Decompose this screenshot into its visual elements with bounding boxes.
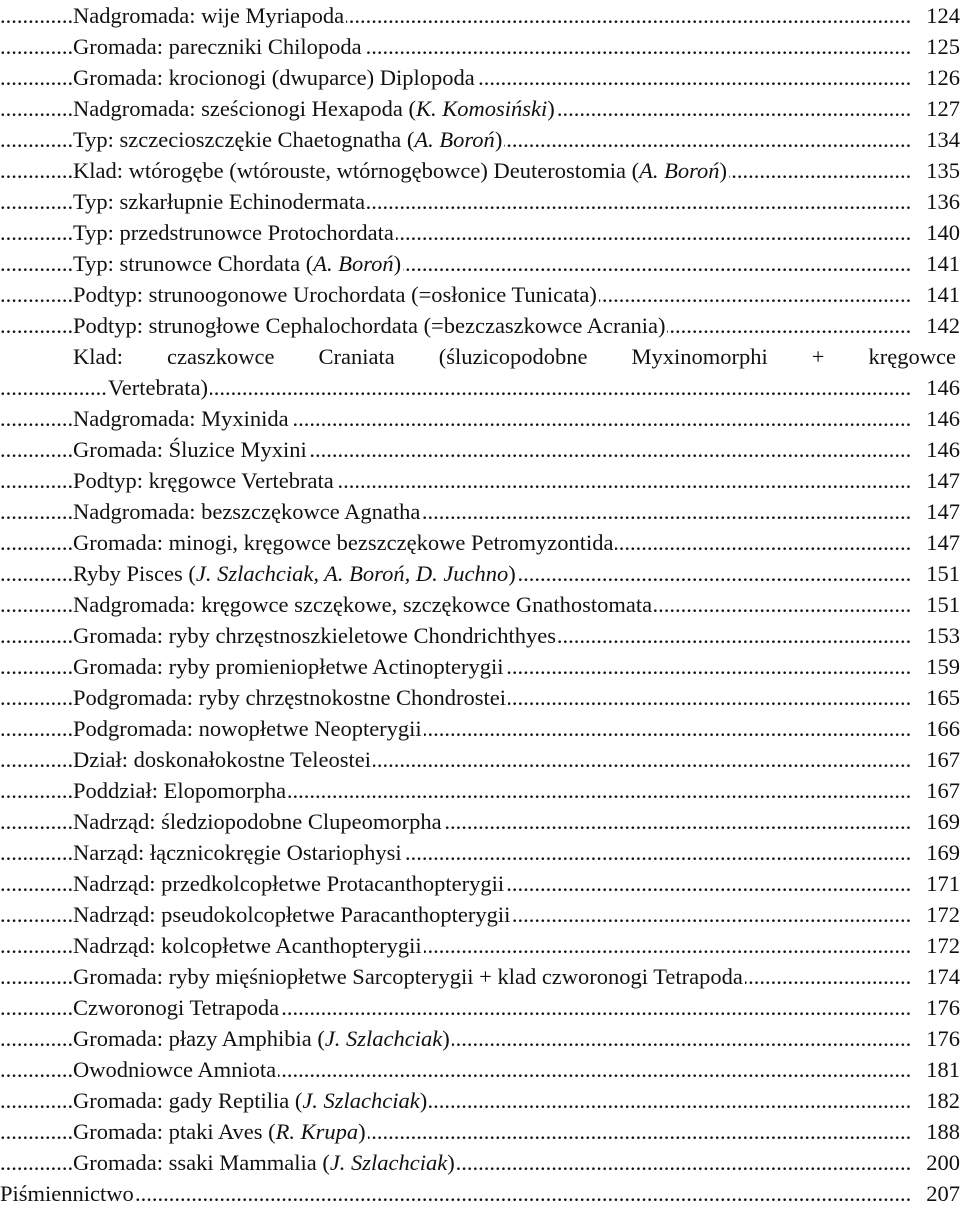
toc-entry[interactable] <box>0 558 960 589</box>
toc-entry-author: A. Boroń <box>414 127 495 152</box>
toc-entry-title <box>73 434 309 465</box>
toc-page-number: 167 <box>910 744 960 775</box>
toc-entry-author: J. Szlachciak <box>302 1088 420 1113</box>
toc-entry-title <box>73 186 367 217</box>
toc-entry-text: Podgromada: ryby chrzęstnokostne Chondrostei <box>73 685 507 710</box>
toc-entry-author: J. Szlachciak <box>329 1150 448 1175</box>
toc-entry-title <box>73 527 615 558</box>
toc-entry-text: Gromada: pareczniki Chilopoda <box>73 34 362 59</box>
toc-entry-word: Myxinomorphi <box>631 344 768 369</box>
toc-entry-title <box>73 899 512 930</box>
toc-entry-title <box>73 961 745 992</box>
toc-entry[interactable] <box>0 651 960 682</box>
toc-entry-title <box>73 155 729 186</box>
toc-page-number: 134 <box>910 124 960 155</box>
toc-entry[interactable] <box>0 868 960 899</box>
toc-entry[interactable] <box>0 713 960 744</box>
toc-entry[interactable] <box>0 806 960 837</box>
dot-leader <box>0 1178 910 1209</box>
toc-entry[interactable] <box>0 31 960 62</box>
toc-entry[interactable] <box>0 620 960 651</box>
toc-entry[interactable] <box>0 0 960 31</box>
toc-page-number: 147 <box>910 527 960 558</box>
toc-entry-title <box>73 124 504 155</box>
toc-page-number: 188 <box>910 1116 960 1147</box>
toc-entry-author: A. Boroń <box>313 251 394 276</box>
toc-entry-text: ) <box>719 158 728 183</box>
toc-entry-title <box>73 806 444 837</box>
toc-entry-title <box>73 651 506 682</box>
toc-entry-title <box>73 0 346 31</box>
toc-entry-text: ) <box>447 1150 455 1175</box>
toc-entry-title <box>0 1178 136 1209</box>
toc-page-number: 147 <box>910 465 960 496</box>
toc-entry-text: Piśmiennictwo <box>0 1181 134 1206</box>
toc-entry[interactable] <box>0 1023 960 1054</box>
toc-page-number: 140 <box>910 217 960 248</box>
toc-page-number: 151 <box>910 589 960 620</box>
toc-entry-title <box>73 1023 452 1054</box>
toc-entry-text: Podtyp: strunoogonowe Urochordata (=osłonice Tunicata) <box>73 282 597 307</box>
toc-entry-text: Gromada: ryby promieniopłetwe Actinopterygii <box>73 654 504 679</box>
toc-entry[interactable] <box>0 186 960 217</box>
toc-entry-title <box>73 1054 278 1085</box>
toc-entry[interactable] <box>0 899 960 930</box>
toc-entry-text: Nadgromada: wije Myriapoda <box>73 3 345 28</box>
toc-entry-title <box>73 682 508 713</box>
toc-entry-title <box>73 217 396 248</box>
toc-entry-title <box>73 62 477 93</box>
toc-entry[interactable] <box>0 124 960 155</box>
toc-page-number: 182 <box>910 1085 960 1116</box>
toc-page-number: 181 <box>910 1054 960 1085</box>
toc-entry[interactable] <box>0 682 960 713</box>
toc-entry-title <box>73 279 599 310</box>
toc-entry-title <box>73 837 404 868</box>
toc-entry-word: (śluzicopodobne <box>438 344 588 369</box>
toc-page-number: 151 <box>910 558 960 589</box>
toc-entry-title <box>73 775 288 806</box>
toc-entry[interactable] <box>0 310 960 341</box>
toc-entry-text: ) <box>442 1026 450 1051</box>
toc-entry-text: Gromada: krocionogi (dwuparce) Diplopoda <box>73 65 475 90</box>
toc-page-number: 141 <box>910 248 960 279</box>
toc-entry-title <box>108 372 210 403</box>
toc-entry-author: J. Szlachciak <box>324 1026 443 1051</box>
toc-entry[interactable] <box>0 775 960 806</box>
toc-entry-author: K. Komosiński <box>416 96 548 121</box>
toc-entry-text: Ryby Pisces ( <box>73 561 196 586</box>
toc-entry-text: Typ: strunowce Chordata ( <box>73 251 314 276</box>
toc-entry[interactable] <box>0 372 960 403</box>
toc-page-number: 207 <box>910 1178 960 1209</box>
toc-entry-text: Typ: przedstrunowce Protochordata <box>73 220 394 245</box>
toc-entry-title <box>73 558 518 589</box>
toc-entry[interactable] <box>0 527 960 558</box>
toc-entry[interactable] <box>0 961 960 992</box>
toc-entry-title <box>73 713 424 744</box>
toc-entry-text: Gromada: minogi, kręgowce bezszczękowe Petromyzontida <box>73 530 614 555</box>
toc-entry-text: Dział: doskonałokostne Teleostei <box>73 747 371 772</box>
toc-entry-title <box>73 403 291 434</box>
toc-entry[interactable] <box>0 837 960 868</box>
toc-page-number: 127 <box>910 93 960 124</box>
toc-entry-word: Craniata <box>318 344 395 369</box>
toc-page-number: 135 <box>910 155 960 186</box>
toc-entry-text: Nadgromada: bezszczękowce Agnatha <box>73 499 421 524</box>
toc-page-number: 159 <box>910 651 960 682</box>
toc-entry-text: Gromada: płazy Amphibia ( <box>73 1026 325 1051</box>
toc-page-number: 124 <box>910 0 960 31</box>
toc-entry-title <box>73 93 557 124</box>
toc-entry[interactable] <box>0 930 960 961</box>
toc-page-number: 174 <box>910 961 960 992</box>
toc-entry[interactable] <box>0 992 960 1023</box>
toc-entry-text: ) <box>419 1088 428 1113</box>
toc-entry-text: ) <box>358 1119 366 1144</box>
toc-entry-text: Nadgromada: kręgowce szczękowe, szczękowce Gnathostomata <box>73 592 653 617</box>
toc-entry-text: Podtyp: strunogłowe Cephalochordata (=bezczaszkowce Acrania) <box>73 313 666 338</box>
toc-entry-text: Vertebrata) <box>108 375 208 400</box>
toc-entry-text: Nadrząd: pseudokolcopłetwe Paracanthopterygii <box>73 902 511 927</box>
toc-entry-text: ) <box>547 96 555 121</box>
toc-entry[interactable] <box>0 217 960 248</box>
toc-entry-title <box>73 868 506 899</box>
toc-entry[interactable] <box>0 496 960 527</box>
toc-page-number: 167 <box>910 775 960 806</box>
toc-entry-text: Poddział: Elopomorpha <box>73 778 287 803</box>
toc-entry-text: ) <box>393 251 402 276</box>
toc-entry-title <box>73 992 281 1023</box>
toc-entry-line1 <box>0 341 960 372</box>
toc-page-number: 146 <box>910 434 960 465</box>
toc-entry-text: Podgromada: nowopłetwe Neopterygii <box>73 716 422 741</box>
toc-entry[interactable] <box>0 62 960 93</box>
toc-entry-author: A. Boroń <box>639 158 720 183</box>
toc-page-number: 141 <box>910 279 960 310</box>
toc-page-number: 126 <box>910 62 960 93</box>
toc-entry-title <box>73 620 558 651</box>
toc-entry[interactable] <box>0 434 960 465</box>
toc-entry[interactable] <box>0 1085 960 1116</box>
toc-entry-text: Nadgromada: Myxinida <box>73 406 289 431</box>
toc-entry-text: Typ: szkarłupnie Echinodermata <box>73 189 366 214</box>
toc-entry-text: Owodniowce Amniota <box>73 1057 277 1082</box>
toc-entry-title <box>73 465 336 496</box>
toc-entry-text: Gromada: ssaki Mammalia ( <box>73 1150 330 1175</box>
toc-entry-title <box>73 248 403 279</box>
toc-entry[interactable] <box>0 1116 960 1147</box>
toc-entry-title <box>73 589 654 620</box>
toc-entry[interactable] <box>0 248 960 279</box>
toc-page-number: 169 <box>910 806 960 837</box>
toc-entry-text: Czworonogi Tetrapoda <box>73 995 280 1020</box>
toc-entry-text: Gromada: gady Reptilia ( <box>73 1088 303 1113</box>
toc-entry-text: Podtyp: kręgowce Vertebrata <box>73 468 334 493</box>
toc-entry-word: Klad: <box>73 344 123 369</box>
toc-page-number: 176 <box>910 992 960 1023</box>
toc-page-number: 169 <box>910 837 960 868</box>
toc-page-number: 125 <box>910 31 960 62</box>
toc-entry-title <box>73 496 422 527</box>
toc-entry[interactable] <box>0 155 960 186</box>
toc-page-number: 146 <box>910 403 960 434</box>
toc-entry[interactable] <box>0 465 960 496</box>
toc-entry-text: Nadrząd: śledziopodobne Clupeomorpha <box>73 809 442 834</box>
toc-page-number: 136 <box>910 186 960 217</box>
toc-entry-text: Nadrząd: kolcopłetwe Acanthopterygii <box>73 933 422 958</box>
toc-entry-text: Klad: wtórogębe (wtórouste, wtórnogębowce) Deuterostomia ( <box>73 158 640 183</box>
toc-entry-text: Gromada: ryby chrzęstnoszkieletowe Chondrichthyes <box>73 623 556 648</box>
toc-page-number: 165 <box>910 682 960 713</box>
toc-entry[interactable] <box>0 1147 960 1178</box>
toc-entry-word: czaszkowce <box>167 344 275 369</box>
toc-entry-word: kręgowce <box>868 344 956 369</box>
toc-page-number: 166 <box>910 713 960 744</box>
toc-entry[interactable] <box>0 93 960 124</box>
toc-entry[interactable] <box>0 279 960 310</box>
toc-entry[interactable] <box>0 589 960 620</box>
toc-entry-title <box>73 1147 457 1178</box>
toc-entry[interactable] <box>0 403 960 434</box>
toc-entry-text: Nadrząd: przedkolcopłetwe Protacanthopterygii <box>73 871 505 896</box>
toc-page-number: 142 <box>910 310 960 341</box>
toc-entry-title <box>73 930 424 961</box>
toc-page-number: 153 <box>910 620 960 651</box>
toc-entry-author: R. Krupa <box>275 1119 359 1144</box>
toc-entry-text: Gromada: Śluzice Myxini <box>73 437 307 462</box>
toc-entry-text: ) <box>508 561 516 586</box>
toc-entry[interactable] <box>0 1178 960 1209</box>
toc-entry[interactable] <box>0 744 960 775</box>
toc-entry[interactable] <box>0 1054 960 1085</box>
toc-entry-title <box>73 744 373 775</box>
toc-entry-title <box>73 31 364 62</box>
toc-page-number: 171 <box>910 868 960 899</box>
toc-entry-author: J. Szlachciak, A. Boroń, D. Juchno <box>195 561 509 586</box>
toc-entry-title <box>73 1116 368 1147</box>
toc-entry-text: Typ: szczecioszczękie Chaetognatha ( <box>73 127 415 152</box>
toc-entry-text: ) <box>494 127 503 152</box>
toc-page-number: 176 <box>910 1023 960 1054</box>
toc-entry-title <box>73 1085 429 1116</box>
toc-page-number: 172 <box>910 899 960 930</box>
toc-entry-text: Gromada: ryby mięśniopłetwe Sarcopterygii + klad czworonogi Tetrapoda <box>73 964 743 989</box>
toc-entry-text: Nadgromada: sześcionogi Hexapoda ( <box>73 96 417 121</box>
toc-entry-title <box>73 310 667 341</box>
toc-page-number: 146 <box>910 372 960 403</box>
toc-entry-word: + <box>811 344 825 369</box>
toc-page-number: 172 <box>910 930 960 961</box>
toc-page-number: 200 <box>910 1147 960 1178</box>
toc-entry-text: Gromada: ptaki Aves ( <box>73 1119 276 1144</box>
toc-entry-text: Narząd: łącznicokręgie Ostariophysi <box>73 840 402 865</box>
toc-page-number: 147 <box>910 496 960 527</box>
